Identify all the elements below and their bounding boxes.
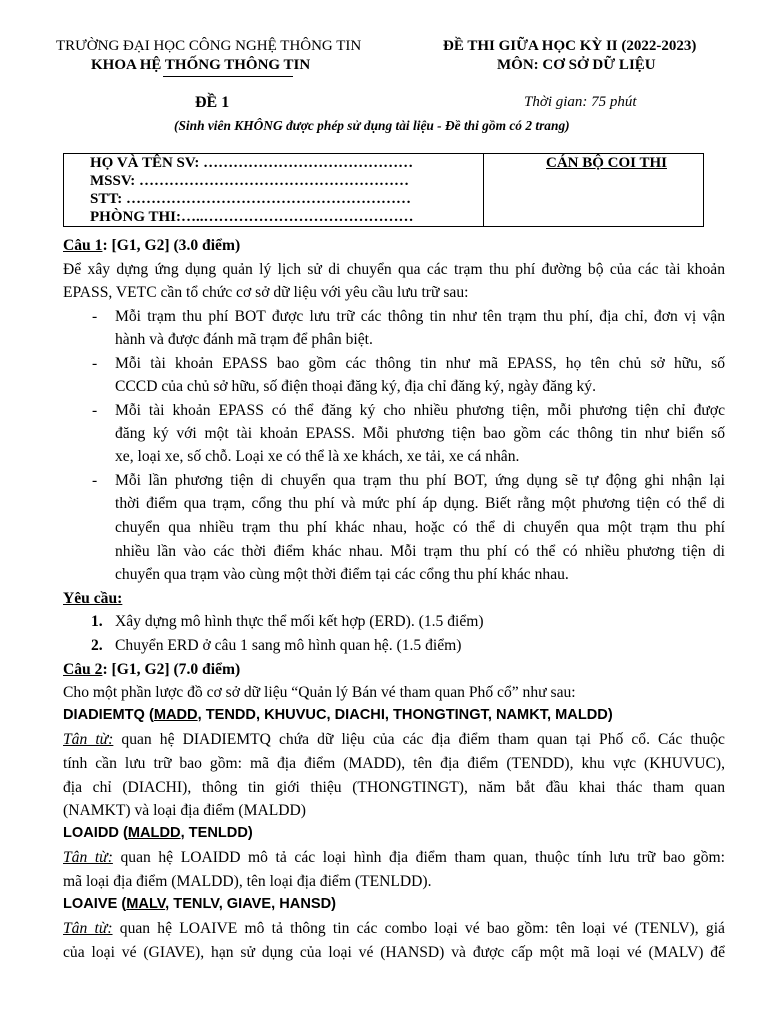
- relation-loaidd-desc-line-2: mã loại địa điểm (MALDD), tên loại địa điểm (TENLDD).: [63, 873, 432, 890]
- q1-bullet-3-line-1: Mỗi tài khoản EPASS có thể đăng ký cho nhiều phương tiện, mỗi phương tiện chỉ được: [115, 402, 725, 419]
- q1-bullet-4-line-3: chuyển qua nhiều trạm thu phí khác nhau, hoặc có thể di chuyển qua một trạm thu phí: [115, 519, 725, 536]
- relation-loaive-schema: [63, 896, 336, 912]
- stt-label: STT: …………………………………………………: [90, 191, 411, 207]
- exam-title: ĐỀ THI GIỮA HỌC KỲ II (2022-2023): [443, 38, 697, 54]
- proctor-label: CÁN BỘ COI THI: [546, 155, 667, 171]
- room-field[interactable]: [90, 209, 413, 227]
- relation-loaive-desc-line-2: của loại vé (GIAVE), hạn sử dụng của loại vé (HANSD) và được cấp một mã loại vé (MALV) để: [63, 944, 725, 961]
- desc-text: quan hệ LOAIDD mô tả các loại hình địa điểm tham quan, thuộc tính lưu trữ bao gồm:: [120, 849, 725, 866]
- fullname-label: HỌ VÀ TÊN SV: ……………………………………: [90, 155, 414, 171]
- relation-primary-key: MADD: [153, 707, 198, 723]
- relation-diadiemtq-desc-line-2: tính cần lưu trữ bao gồm: mã địa điểm (MADD), tên địa điểm (TENDD), khu vực (KHUVUC),: [63, 755, 725, 772]
- room-label: PHÒNG THI:…..……………………………………: [90, 209, 414, 225]
- school-name: TRƯỜNG ĐẠI HỌC CÔNG NGHỆ THÔNG TIN: [56, 38, 362, 54]
- relation-name: DIADIEMTQ (: [63, 707, 154, 723]
- q1-intro-line-2: EPASS, VETC cần tổ chức cơ sở dữ liệu với yêu cầu lưu trữ sau:: [63, 284, 469, 301]
- subject-title: MÔN: CƠ SỞ DỮ LIỆU: [497, 57, 656, 73]
- q1-bullet-3-line-3: xe, loại xe, số chỗ. Loại xe có thể là xe khách, xe tải, xe cá nhân.: [115, 448, 520, 465]
- q1-bullet-4-line-1: Mỗi lần phương tiện di chuyển qua trạm thu phí BOT, ứng dụng sẽ tự động ghi nhận lại: [115, 472, 725, 489]
- requirement-1-text: Xây dựng mô hình thực thể mối kết hợp (ERD). (1.5 điểm): [115, 613, 484, 630]
- relation-attributes: , TENLV, GIAVE, HANSD): [165, 896, 336, 912]
- tan-tu-label: Tân từ:: [63, 920, 113, 937]
- exam-note: (Sinh viên KHÔNG được phép sử dụng tài liệu - Đề thi gồm có 2 trang): [174, 118, 570, 133]
- relation-attributes: , TENDD, KHUVUC, DIACHI, THONGTINGT, NAMKT, MALDD): [197, 707, 613, 723]
- q1-bullet-4-line-2: thời điểm qua trạm, cổng thu phí và mức phí áp dụng. Biết rằng một phương tiện có thể di: [115, 495, 725, 512]
- q1-title: [63, 234, 240, 258]
- relation-name: LOAIDD (: [63, 825, 128, 841]
- relation-diadiemtq-desc-line-1: [63, 728, 725, 752]
- bullet-dash: -: [92, 402, 98, 419]
- q1-bullet-1-line-2: hành và được đánh mã trạm để phân biệt.: [115, 331, 373, 348]
- faculty-name: KHOA HỆ THỐNG THÔNG TIN: [91, 57, 311, 73]
- relation-primary-key: MALV: [126, 896, 166, 912]
- relation-attributes: , TENLDD): [180, 825, 253, 841]
- q1-bullet-3-line-2: đăng ký với một tài khoản EPASS. Mỗi phương tiện bao gồm các thông tin như biển số: [115, 425, 725, 442]
- q1-title-underlined: Câu 1: [63, 237, 103, 254]
- q1-bullet-4-line-5: chuyển qua trạm vào cùng một thời điểm tại các cổng thu phí khác nhau.: [115, 566, 569, 583]
- mssv-field[interactable]: [90, 173, 409, 191]
- info-box-divider: [483, 154, 484, 226]
- q2-title-underlined: Câu 2: [63, 661, 103, 678]
- relation-loaive-desc-line-1: [63, 917, 725, 941]
- mssv-label: MSSV: ………………………………………………: [90, 173, 410, 189]
- exam-duration: Thời gian: 75 phút: [524, 94, 637, 110]
- bullet-dash: -: [92, 472, 98, 489]
- fullname-field[interactable]: [90, 155, 413, 173]
- requirements-title: Yêu cầu:: [63, 590, 123, 607]
- requirement-1-number: 1.: [91, 613, 103, 630]
- desc-text: quan hệ LOAIVE mô tả thông tin các combo loại vé bao gồm: tên loại vé (TENLV), giá: [119, 920, 725, 937]
- q1-bullet-1-line-1: Mỗi trạm thu phí BOT được lưu trữ các thông tin như tên trạm thu phí, địa chỉ, đơn vị vận: [115, 308, 725, 325]
- bullet-dash: -: [92, 355, 98, 372]
- q1-bullet-2-line-1: Mỗi tài khoản EPASS bao gồm các thông tin như mã EPASS, họ tên chủ sở hữu, số: [115, 355, 725, 372]
- desc-text: quan hệ DIADIEMTQ chứa dữ liệu của các địa điểm tham quan tại Phố cổ. Các thuộc: [121, 731, 725, 748]
- requirement-2-text: Chuyển ERD ở câu 1 sang mô hình quan hệ. (1.5 điểm): [115, 637, 462, 654]
- relation-primary-key: MALDD: [127, 825, 181, 841]
- q1-bullet-4-line-4: nhiều lần vào các thời điểm khác nhau. Mỗi trạm thu phí có thể có nhiều phương tiện di: [115, 543, 725, 560]
- relation-diadiemtq-desc-line-3: địa chỉ (DIACHI), thông tin giới thiệu (THONGTINGT), năm bắt đầu khai thác tham quan: [63, 779, 725, 796]
- q2-title: [63, 658, 240, 682]
- q2-intro: Cho một phần lược đồ cơ sở dữ liệu “Quản lý Bán vé tham quan Phố cổ” như sau:: [63, 684, 576, 701]
- relation-diadiemtq-desc-line-4: (NAMKT) và loại địa điểm (MALDD): [63, 802, 306, 819]
- q2-title-rest: : [G1, G2] (7.0 điểm): [102, 661, 241, 678]
- q1-bullet-2-line-2: CCCD của chủ sở hữu, số điện thoại đăng ký, địa chỉ đăng ký, ngày đăng ký.: [115, 378, 596, 395]
- relation-loaidd-schema: [63, 825, 253, 841]
- bullet-dash: -: [92, 308, 98, 325]
- relation-name: LOAIVE (: [63, 896, 127, 912]
- faculty-underline: [163, 76, 293, 77]
- tan-tu-label: Tân từ:: [63, 849, 113, 866]
- exam-code: ĐỀ 1: [195, 94, 230, 111]
- relation-loaidd-desc-line-1: [63, 846, 725, 870]
- requirement-2-number: 2.: [91, 637, 103, 654]
- tan-tu-label: Tân từ:: [63, 731, 114, 748]
- q1-title-rest: : [G1, G2] (3.0 điểm): [102, 237, 241, 254]
- relation-diadiemtq-schema: [63, 707, 613, 723]
- stt-field[interactable]: [90, 191, 411, 209]
- q1-intro-line-1: Để xây dựng ứng dụng quản lý lịch sử di chuyển qua các trạm thu phí đường bộ của các tài khoản: [63, 261, 725, 278]
